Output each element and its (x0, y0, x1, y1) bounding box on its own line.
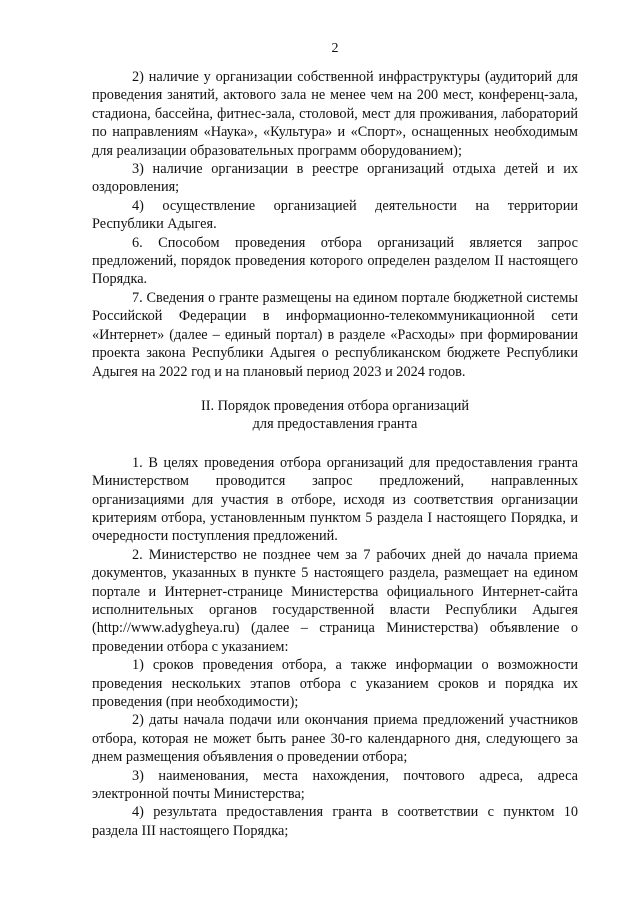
paragraph: 3) наличие организации в реестре организаций отдыха детей и их оздоровления; (92, 161, 578, 196)
paragraphs-after-section (92, 454, 578, 841)
paragraph: 4) осуществление организацией деятельности на территории Республики Адыгея. (92, 197, 578, 233)
paragraph: 2) наличие у организации собственной инфраструктуры (аудиторий для проведения занятий, актового зала не менее чем на 200 мест, конференц-зала, стадиона, бассейна, фитнес-зала, столовой, мест для проживания, лабораторий по направлениям «Наука», «Культура» и «Спорт», оснащенных необходимым для реализации образовательных программ оборудованием); (92, 69, 578, 159)
section-title-line-2: для предоставления гранта (252, 416, 418, 433)
paragraph: 6. Способом проведения отбора организаций является запрос предложений, порядок проведения которого определен разделом II настоящего Порядка. (92, 234, 578, 288)
paragraph: 2. Министерство не позднее чем за 7 рабочих дней до начала приема документов, указанных в пункте 5 настоящего раздела, размещает на едином портале и Интернет-странице Министерства официального Интернет-сайта исполнительных органов государственной власти Республики Адыгея (http://www.adygheya.ru) (далее – страница Министерства) объявление о проведении отбора с указанием: (92, 546, 578, 655)
section-title (92, 397, 578, 434)
section-title-line-1: II. Порядок проведения отбора организаций (200, 397, 470, 414)
page-number: 2 (331, 41, 339, 56)
paragraph: 2) даты начала подачи или окончания приема предложений участников отбора, которая не может быть ранее 30-го календарного дня, следующего за днем размещения объявления о проведении отбора; (92, 712, 578, 766)
paragraphs-before-section (92, 68, 578, 381)
paragraph: 3) наименования, места нахождения, почтового адреса, адреса электронной почты Министерства; (92, 767, 578, 803)
paragraph: 7. Сведения о гранте размещены на едином портале бюджетной системы Российской Федерации в информационно-телекоммуникационной сети «Интернет» (далее – единый портал) в разделе «Расходы» при формировании проекта закона Республики Адыгея о республиканском бюджете Республики Адыгея на 2022 год и на плановый период 2023 и 2024 годов. (92, 289, 578, 380)
paragraph: 1) сроков проведения отбора, а также информации о возможности проведения нескольких этапов отбора с указанием сроков и порядка их проведения (при необходимости); (92, 657, 578, 710)
paragraph: 1. В целях проведения отбора организаций для предоставления гранта Министерством проводится запрос предложений, направленных организациями для участия в отборе, исходя из соответствия организации критериям отбора, установленным пунктом 5 раздела I настоящего Порядка, и очередности поступления предложений. (92, 454, 578, 545)
paragraph: 4) результата предоставления гранта в соответствии с пунктом 10 раздела III настоящего Порядка; (92, 804, 578, 839)
